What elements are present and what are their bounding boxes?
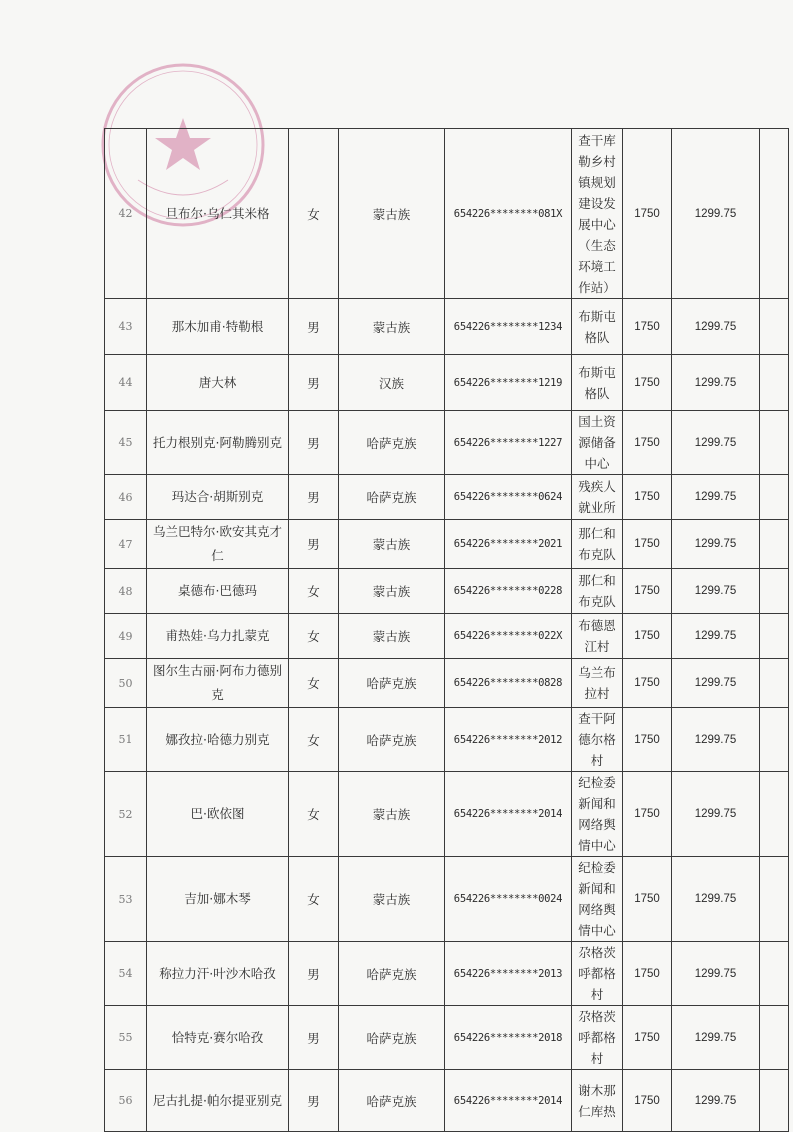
- ethnicity-cell: 蒙古族: [339, 569, 445, 614]
- remark-cell: [760, 659, 789, 708]
- ethnicity-cell: 哈萨克族: [339, 1070, 445, 1132]
- person-name: 乌兰巴特尔·欧安其克才仁: [147, 520, 289, 569]
- subsidy-amount-cell: 1299.75: [672, 129, 760, 299]
- work-unit-cell: 布斯屯格队: [572, 299, 623, 355]
- gender-cell: 女: [289, 129, 339, 299]
- id-number-cell: 654226********1234: [445, 299, 572, 355]
- id-number-cell: 654226********2012: [445, 708, 572, 772]
- row-number: 52: [105, 772, 147, 857]
- person-name: 恰特克·赛尔哈孜: [147, 1006, 289, 1070]
- row-number: 47: [105, 520, 147, 569]
- work-unit-cell: 国土资源储备中心: [572, 411, 623, 475]
- gender-cell: 女: [289, 569, 339, 614]
- base-amount-cell: 1750: [623, 411, 672, 475]
- remark-cell: [760, 942, 789, 1006]
- ethnicity-cell: 蒙古族: [339, 299, 445, 355]
- ethnicity-cell: 汉族: [339, 355, 445, 411]
- base-amount-cell: 1750: [623, 299, 672, 355]
- subsidy-amount-cell: 1299.75: [672, 708, 760, 772]
- id-number-cell: 654226********1219: [445, 355, 572, 411]
- work-unit-cell: 纪检委新闻和网络舆情中心: [572, 772, 623, 857]
- gender-cell: 女: [289, 772, 339, 857]
- id-number-cell: 654226********2018: [445, 1006, 572, 1070]
- base-amount-cell: 1750: [623, 520, 672, 569]
- work-unit-cell: 查干库勒乡村镇规划建设发展中心（生态环境工作站）: [572, 129, 623, 299]
- gender-cell: 男: [289, 520, 339, 569]
- subsidy-amount-cell: 1299.75: [672, 411, 760, 475]
- remark-cell: [760, 708, 789, 772]
- ethnicity-cell: 哈萨克族: [339, 411, 445, 475]
- table-row: [105, 569, 789, 614]
- remark-cell: [760, 129, 789, 299]
- ethnicity-cell: 蒙古族: [339, 614, 445, 659]
- work-unit-cell: 残疾人就业所: [572, 475, 623, 520]
- id-number-cell: 654226********0228: [445, 569, 572, 614]
- person-name: 尼古扎提·帕尔提亚别克: [147, 1070, 289, 1132]
- ethnicity-cell: 蒙古族: [339, 857, 445, 942]
- person-name: 那木加甫·特勒根: [147, 299, 289, 355]
- subsidy-amount-cell: 1299.75: [672, 942, 760, 1006]
- subsidy-amount-cell: 1299.75: [672, 475, 760, 520]
- subsidy-amount-cell: 1299.75: [672, 857, 760, 942]
- id-number-cell: 654226********2021: [445, 520, 572, 569]
- row-number: 55: [105, 1006, 147, 1070]
- subsidy-amount-cell: 1299.75: [672, 520, 760, 569]
- work-unit-cell: 布德恩江村: [572, 614, 623, 659]
- table-row: [105, 355, 789, 411]
- person-name: 唐大林: [147, 355, 289, 411]
- gender-cell: 男: [289, 355, 339, 411]
- person-name: 巴·欧依图: [147, 772, 289, 857]
- table-row: [105, 942, 789, 1006]
- ethnicity-cell: 蒙古族: [339, 772, 445, 857]
- ethnicity-cell: 哈萨克族: [339, 1006, 445, 1070]
- remark-cell: [760, 475, 789, 520]
- remark-cell: [760, 772, 789, 857]
- work-unit-cell: 纪检委新闻和网络舆情中心: [572, 857, 623, 942]
- work-unit-cell: 那仁和布克队: [572, 520, 623, 569]
- gender-cell: 男: [289, 299, 339, 355]
- table-row: [105, 520, 789, 569]
- base-amount-cell: 1750: [623, 708, 672, 772]
- person-name: 旦布尔·乌仁其米格: [147, 129, 289, 299]
- person-name: 图尔生古丽·阿布力德别克: [147, 659, 289, 708]
- base-amount-cell: 1750: [623, 129, 672, 299]
- gender-cell: 男: [289, 942, 339, 1006]
- person-name: 吉加·娜木琴: [147, 857, 289, 942]
- gender-cell: 男: [289, 411, 339, 475]
- base-amount-cell: 1750: [623, 614, 672, 659]
- id-number-cell: 654226********1227: [445, 411, 572, 475]
- table-row: [105, 129, 789, 299]
- row-number: 49: [105, 614, 147, 659]
- roster-table-body: [105, 129, 789, 1132]
- id-number-cell: 654226********0024: [445, 857, 572, 942]
- row-number: 51: [105, 708, 147, 772]
- person-name: 玛达合·胡斯别克: [147, 475, 289, 520]
- table-row: [105, 299, 789, 355]
- base-amount-cell: 1750: [623, 1006, 672, 1070]
- subsidy-amount-cell: 1299.75: [672, 1070, 760, 1132]
- id-number-cell: 654226********022X: [445, 614, 572, 659]
- person-name: 托力根别克·阿勒腾别克: [147, 411, 289, 475]
- base-amount-cell: 1750: [623, 857, 672, 942]
- base-amount-cell: 1750: [623, 355, 672, 411]
- work-unit-cell: 那仁和布克队: [572, 569, 623, 614]
- gender-cell: 女: [289, 659, 339, 708]
- personnel-roster-table: [104, 128, 789, 1132]
- remark-cell: [760, 857, 789, 942]
- id-number-cell: 654226********2013: [445, 942, 572, 1006]
- subsidy-amount-cell: 1299.75: [672, 659, 760, 708]
- table-row: [105, 708, 789, 772]
- id-number-cell: 654226********2014: [445, 1070, 572, 1132]
- remark-cell: [760, 569, 789, 614]
- base-amount-cell: 1750: [623, 659, 672, 708]
- person-name: 甫热娃·乌力扎蒙克: [147, 614, 289, 659]
- table-row: [105, 411, 789, 475]
- work-unit-cell: 尕格茨呼都格村: [572, 942, 623, 1006]
- table-row: [105, 1070, 789, 1132]
- row-number: 54: [105, 942, 147, 1006]
- subsidy-amount-cell: 1299.75: [672, 569, 760, 614]
- row-number: 43: [105, 299, 147, 355]
- ethnicity-cell: 哈萨克族: [339, 708, 445, 772]
- gender-cell: 女: [289, 857, 339, 942]
- person-name: 称拉力汗·叶沙木哈孜: [147, 942, 289, 1006]
- row-number: 45: [105, 411, 147, 475]
- id-number-cell: 654226********081X: [445, 129, 572, 299]
- row-number: 42: [105, 129, 147, 299]
- id-number-cell: 654226********0828: [445, 659, 572, 708]
- ethnicity-cell: 哈萨克族: [339, 659, 445, 708]
- person-name: 娜孜拉·哈德力别克: [147, 708, 289, 772]
- subsidy-amount-cell: 1299.75: [672, 299, 760, 355]
- row-number: 48: [105, 569, 147, 614]
- person-name: 桌德布·巴德玛: [147, 569, 289, 614]
- remark-cell: [760, 520, 789, 569]
- table-row: [105, 1006, 789, 1070]
- subsidy-amount-cell: 1299.75: [672, 1006, 760, 1070]
- ethnicity-cell: 哈萨克族: [339, 475, 445, 520]
- id-number-cell: 654226********2014: [445, 772, 572, 857]
- remark-cell: [760, 411, 789, 475]
- id-number-cell: 654226********0624: [445, 475, 572, 520]
- gender-cell: 男: [289, 1006, 339, 1070]
- row-number: 46: [105, 475, 147, 520]
- subsidy-amount-cell: 1299.75: [672, 614, 760, 659]
- table-row: [105, 772, 789, 857]
- remark-cell: [760, 355, 789, 411]
- work-unit-cell: 乌兰布拉村: [572, 659, 623, 708]
- work-unit-cell: 布斯屯格队: [572, 355, 623, 411]
- remark-cell: [760, 1006, 789, 1070]
- subsidy-amount-cell: 1299.75: [672, 355, 760, 411]
- base-amount-cell: 1750: [623, 475, 672, 520]
- table-row: [105, 659, 789, 708]
- base-amount-cell: 1750: [623, 569, 672, 614]
- remark-cell: [760, 1070, 789, 1132]
- row-number: 44: [105, 355, 147, 411]
- row-number: 56: [105, 1070, 147, 1132]
- base-amount-cell: 1750: [623, 942, 672, 1006]
- gender-cell: 女: [289, 614, 339, 659]
- table-row: [105, 475, 789, 520]
- work-unit-cell: 尕格茨呼都格村: [572, 1006, 623, 1070]
- subsidy-amount-cell: 1299.75: [672, 772, 760, 857]
- gender-cell: 女: [289, 708, 339, 772]
- gender-cell: 男: [289, 475, 339, 520]
- ethnicity-cell: 蒙古族: [339, 520, 445, 569]
- table-row: [105, 614, 789, 659]
- remark-cell: [760, 299, 789, 355]
- row-number: 50: [105, 659, 147, 708]
- row-number: 53: [105, 857, 147, 942]
- table-row: [105, 857, 789, 942]
- work-unit-cell: 查干阿德尔格村: [572, 708, 623, 772]
- ethnicity-cell: 哈萨克族: [339, 942, 445, 1006]
- remark-cell: [760, 614, 789, 659]
- gender-cell: 男: [289, 1070, 339, 1132]
- base-amount-cell: 1750: [623, 772, 672, 857]
- base-amount-cell: 1750: [623, 1070, 672, 1132]
- ethnicity-cell: 蒙古族: [339, 129, 445, 299]
- work-unit-cell: 谢木那仁库热: [572, 1070, 623, 1132]
